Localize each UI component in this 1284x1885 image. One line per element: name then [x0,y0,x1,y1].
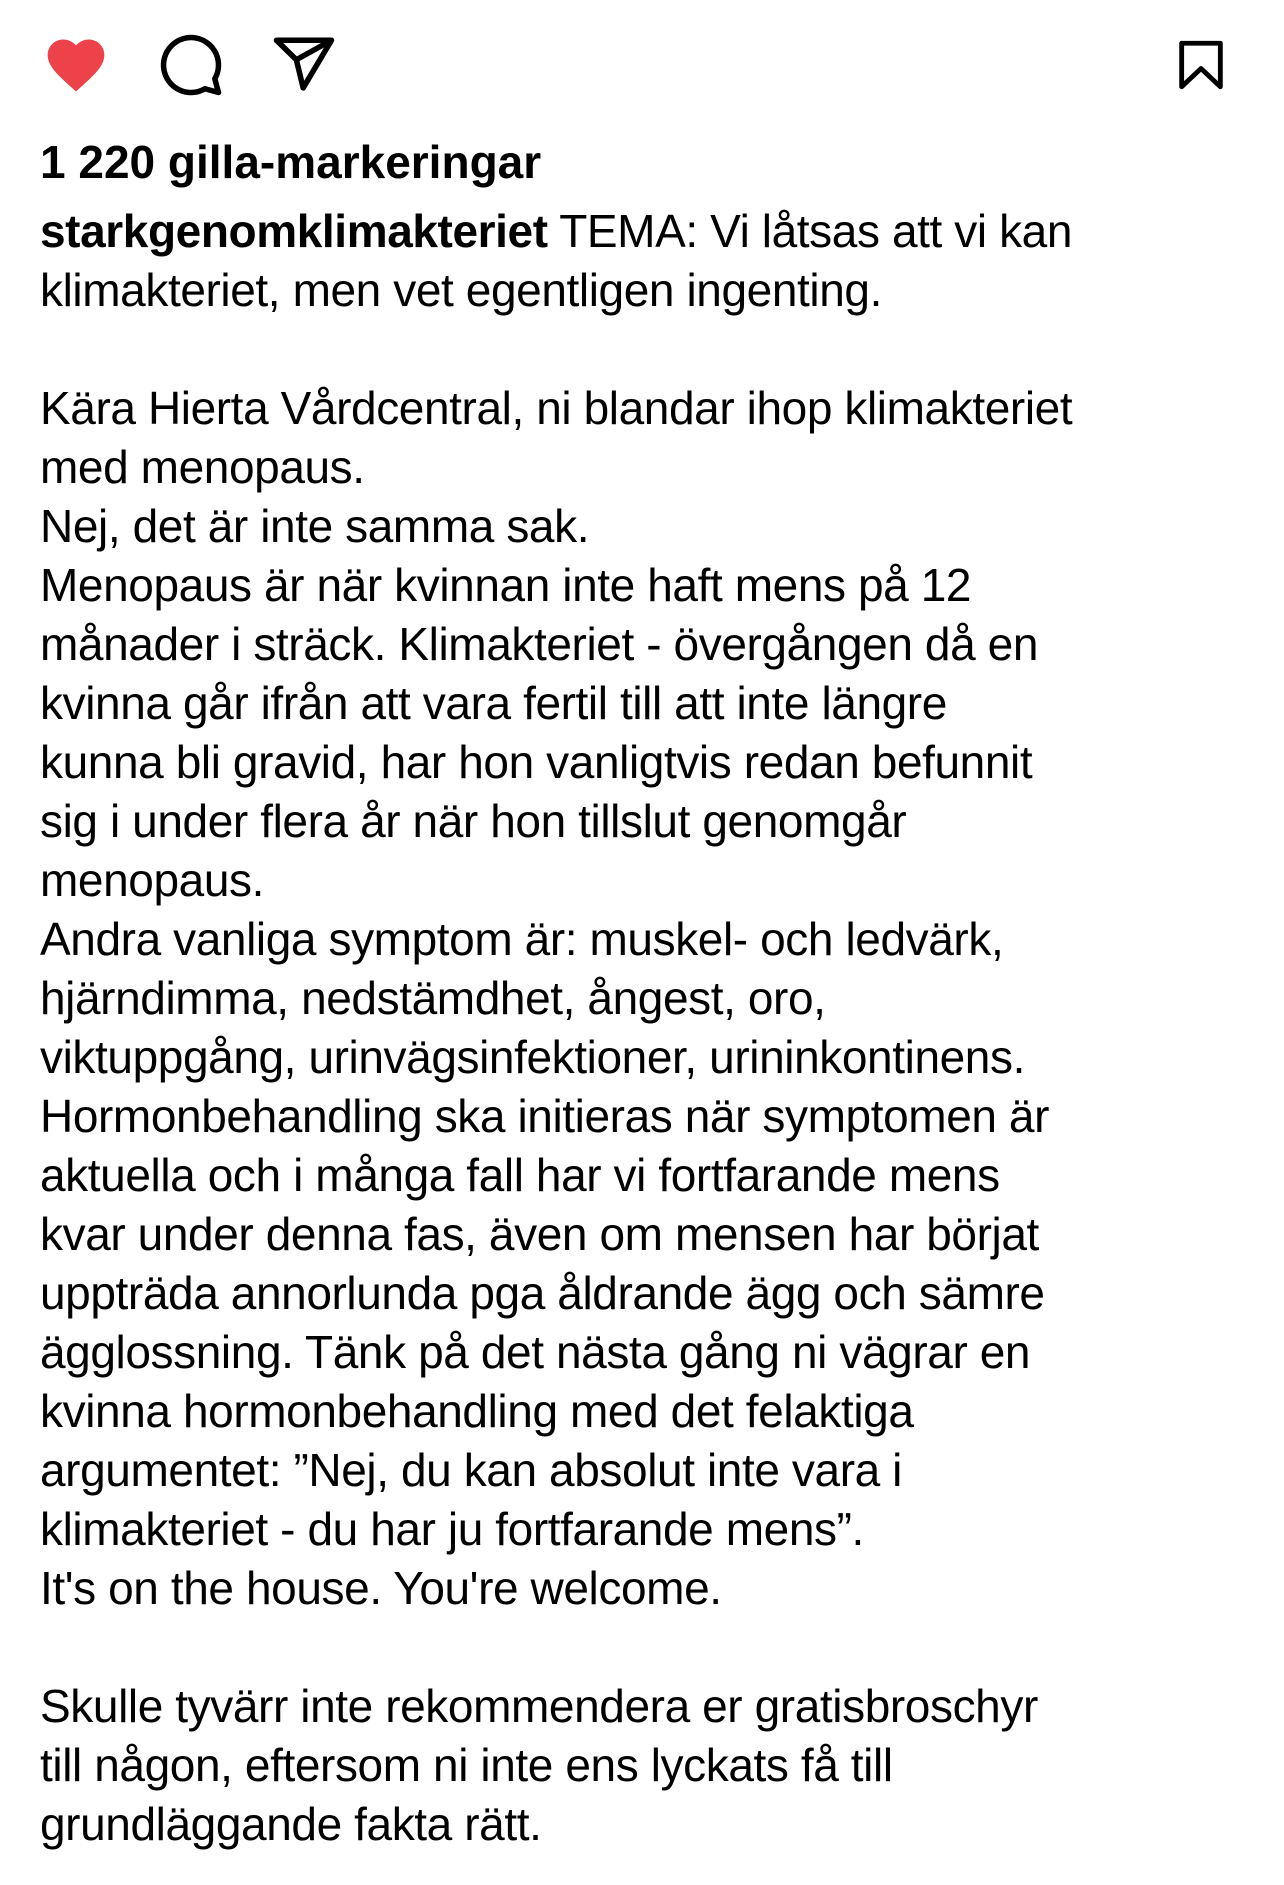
caption-line: uppträda annorlunda pga åldrande ägg och sämre [40,1267,1045,1319]
caption-line: menopaus. [40,854,264,906]
caption-line: argumentet: ”Nej, du kan absolut inte vara i [40,1444,902,1496]
caption-line: kvinna går ifrån att vara fertil till att inte längre [40,677,947,729]
caption-line: kvar under denna fas, även om mensen har börjat [40,1208,1039,1260]
caption-line: Nej, det är inte samma sak. [40,500,590,552]
caption-line: kvinna hormonbehandling med det felaktiga [40,1385,914,1437]
caption-line: hjärndimma, nedstämdhet, ångest, oro, [40,972,826,1024]
save-button[interactable] [1172,33,1230,97]
caption-line: med menopaus. [40,441,365,493]
caption-blank-line [40,1618,1264,1677]
caption-line: Kära Hierta Vårdcentral, ni blandar ihop klimakteriet [40,382,1073,434]
caption-line: It's on the house. You're welcome. [40,1562,722,1614]
comment-button[interactable] [158,32,224,98]
caption-blank-line [40,320,1264,379]
caption-line: starkgenomklimakteriet TEMA: Vi låtsas att vi kan [40,205,1073,257]
caption-line: klimakteriet, men vet egentligen ingenting. [40,264,882,316]
caption-line: grundläggande fakta rätt. [40,1798,542,1850]
share-button[interactable] [270,32,338,98]
caption-line: aktuella och i många fall har vi fortfarande mens [40,1149,1000,1201]
heart-filled-icon [40,31,112,99]
caption-line: klimakteriet - du har ju fortfarande mens”. [40,1503,864,1555]
like-button[interactable] [40,31,112,99]
caption-line: Skulle tyvärr inte rekommendera er gratisbroschyr [40,1680,1038,1732]
caption-line: viktuppgång, urinvägsinfektioner, urininkontinens. [40,1031,1025,1083]
caption-line: sig i under flera år när hon tillslut genomgår [40,795,907,847]
caption-text [40,202,1264,1854]
caption-line: månader i sträck. Klimakteriet - övergången då en [40,618,1039,670]
action-bar [0,0,1284,100]
bookmark-icon [1172,33,1230,97]
username-link[interactable]: starkgenomklimakteriet [40,205,548,257]
left-actions [40,31,338,99]
caption-line: Menopaus är när kvinnan inte haft mens på 12 [40,559,972,611]
likes-count[interactable]: 1 220 gilla-markeringar [40,136,542,188]
paper-plane-icon [270,32,338,98]
speech-bubble-icon [158,32,224,98]
caption-line: ägglossning. Tänk på det nästa gång ni vägrar en [40,1326,1031,1378]
caption-line: Hormonbehandling ska initieras när symptomen är [40,1090,1050,1142]
caption-line: kunna bli gravid, har hon vanligtvis redan befunnit [40,736,1033,788]
caption-line: till någon, eftersom ni inte ens lyckats få till [40,1739,893,1791]
caption-line: Andra vanliga symptom är: muskel- och ledvärk, [40,913,1004,965]
